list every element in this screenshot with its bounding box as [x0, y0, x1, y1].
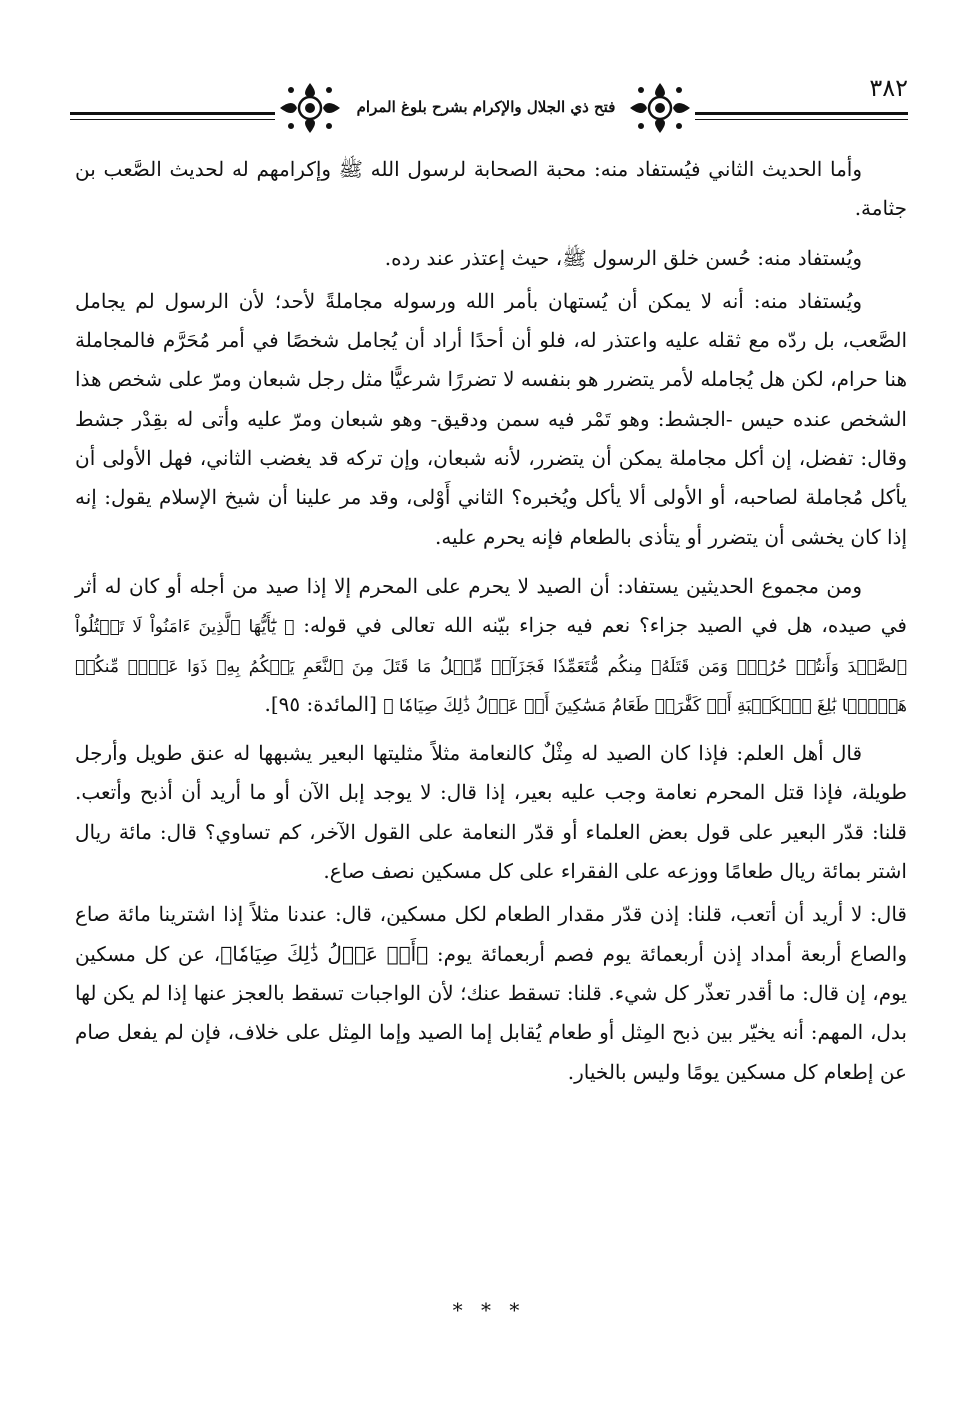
- paragraph-scholars: قال أهل العلم: فإذا كان الصيد له مِثْلٌ كالنعامة مثلاً مثليتها البعير يشبهها له عنق طويل وأرجل طويلة، فإذا قتل المحرم نعامة وجب عليه بعير، إذا قال: لا يوجد إبل الآن أو ما أريد أن أذبح وأتعب. قلنا: قدّر البعير على قول بعض العلماء أو قدّر النعامة على القول الآخر، كم تساوي؟ قال: مائة ريال اشتر بمائة ريال طعامًا ووزعه على الفقراء على كل مسكين نصف صاع.: [75, 741, 907, 884]
- right-ornament-icon: [625, 78, 695, 138]
- page-header: [70, 70, 908, 150]
- paragraph-no-flattery: ويُستفاد منه: أنه لا يمكن أن يُستهان بأمر الله ورسوله مجاملةً لأحد؛ لأن الرسول لم يجامل الصَّعب، بل ردّه مع ثقله عليه واعتذر له، فلو أن أحدًا أراد أن يُجامل شخصًا في أمر مُحَرَّم فالمجاملة هنا حرام، لكن هل يُجامله لأمر يتضرر هو بنفسه لا تضررًا شرعيًّا مثل رجل شبعان ومرّ على شخص هذا الشخص عنده حيس -الجشط: وهو تَمْر فيه سمن ودقيق- وهو شبعان ومرّ عليه وأتى له بقِدْر جشط وقال: تفضل، إن أكل مجاملة يمكن أن يتضرر، لأنه شبعان، وإن تركه قد يغضب الثاني، فهل الأولى أن يأكل مُجاملة لصاحبه، أو الأولى ألا يأكل ويُخبره؟ الثاني أَوْلى، وقد مر علينا أن شيخ الإسلام يقول: إنه إذا كان يخشى أن يتضرر أو يتأذى بالطعام فإنه يحرم عليه.: [75, 288, 907, 549]
- left-ornament-icon: [275, 78, 345, 138]
- quran-reference: [المائدة: ٩٥].: [264, 691, 377, 716]
- section-end-stars: * * *: [452, 1298, 526, 1322]
- book-title: فتح ذي الجلال والإكرام بشرح بلوغ المرام: [345, 94, 627, 120]
- paragraph-hadith-two: وأما الحديث الثاني فيُستفاد منه: محبة الصحابة لرسول الله ﷺ وإكرامهم له لحديث الصَّعب بن جثامة.: [75, 157, 907, 221]
- paragraph-hunting-text: ومن مجموع الحديثين يستفاد: أن الصيد لا يحرم على المحرم إلا إذا صيد من أجله أو كان له أثر في صيده، هل في الصيد جزاء؟ نعم فيه جزاء بيّنه الله تعالى في قوله:: [75, 573, 907, 638]
- page-body: [75, 150, 907, 1102]
- page-number: ٣٨٢: [869, 74, 908, 102]
- paragraph-final: قال: لا أريد أن أتعب، قلنا: إذن قدّر مقدار الطعام لكل مسكين، قال: عندنا مثلاً إذا اشترينا مائة صاع والصاع أربعة أمداد إذن أربعمائة يوم فصم أربعمائة يوم: ﴿أَوۡ عَدۡلُ ذَٰلِكَ صِيَامٗا﴾، عن كل مسكين يوم، إن قال: ما أقدر تعذّر كل شيء. قلنا: تسقط عنك؛ لأن الواجبات تسقط بالعجز عنها إذا لم يكن لها بدل، المهم: أنه يخيّر بين ذبح المِثل أو طعام يُقابل إما الصيد وإما المِثل على خلاف، فإن لم يفعل صام عن إطعام كل مسكين يومًا وليس بالخيار.: [75, 902, 907, 1084]
- paragraph-hunting-rule: [75, 567, 907, 724]
- paragraph-good-character: ويُستفاد منه: حُسن خلق الرسول ﷺ، حيث إعتذر عند رده.: [384, 245, 862, 270]
- quran-verse: ﴿ يَٰٓأَيُّهَا ٱلَّذِينَ ءَامَنُواْ لَا تَقۡتُلُواْ ٱلصَّيۡدَ وَأَنتُمۡ حُرُمٞۚ وَمَن قَتَلَهُۥ مِنكُم مُّتَعَمِّدٗا فَجَزَآءٞ مِّثۡلُ مَا قَتَلَ مِنَ ٱلنَّعَمِ يَحۡكُمُ بِهِۦ ذَوَا عَدۡلٖ مِّنكُمۡ هَدۡيَۢا بَٰلِغَ ٱلۡكَعۡبَةِ أَوۡ كَفَّٰرَةٞ طَعَامُ مَسَٰكِينَ أَوۡ عَدۡلُ ذَٰلِكَ صِيَامٗا ﴾: [75, 617, 907, 716]
